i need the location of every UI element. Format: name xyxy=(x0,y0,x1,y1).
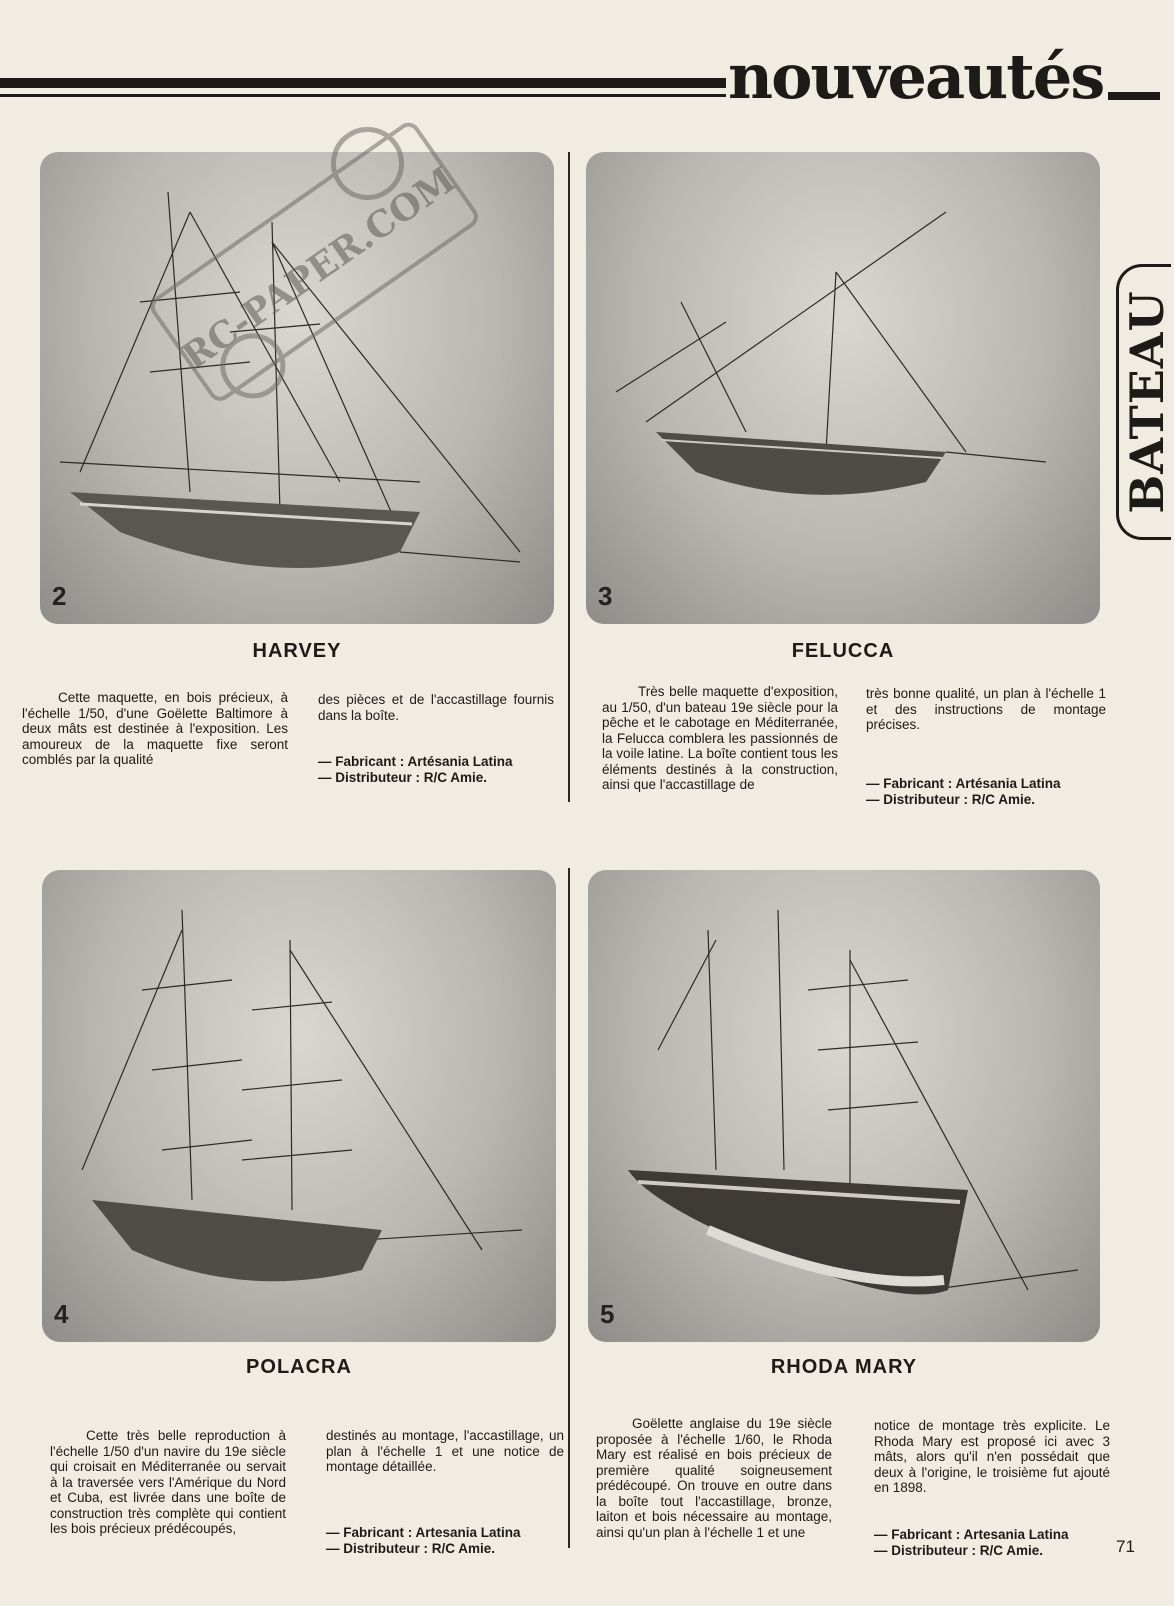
article-text-col2 xyxy=(326,1428,564,1475)
article-paragraph: Cette très belle reproduction à l'échelle 1/50 d'un navire du 19e siècle qui croisait en Méditerranée ou servait à la traversée vers l'Amérique du Nord et Cuba, est livrée dans une boîte de construction très complète qui contient les bois précieux prédécoupés, xyxy=(50,1428,286,1536)
article-text-col1 xyxy=(596,1416,832,1540)
article-credits xyxy=(874,1527,1069,1559)
photo-number: 3 xyxy=(598,581,613,611)
distributor-credit: — Distributeur : R/C Amie. xyxy=(866,792,1036,807)
article-title: HARVEY xyxy=(252,640,342,662)
page-number: 71 xyxy=(1116,1537,1135,1556)
distributor-credit: — Distributeur : R/C Amie. xyxy=(326,1541,496,1556)
manufacturer-credit: — Fabricant : Artésania Latina xyxy=(318,754,513,769)
article-paragraph: très bonne qualité, un plan à l'échelle 1 et des instructions de montage précises. xyxy=(866,686,1106,732)
header-rule xyxy=(0,78,726,88)
distributor-credit: — Distributeur : R/C Amie. xyxy=(874,1543,1044,1558)
ship-photo-felucca xyxy=(586,152,1100,624)
article-credits xyxy=(318,754,513,786)
article-text-col1 xyxy=(602,684,838,793)
article-text-col2 xyxy=(874,1418,1110,1496)
article-paragraph: des pièces et de l'accastillage fournis dans la boîte. xyxy=(318,692,554,723)
article-paragraph: Cette maquette, en bois précieux, à l'échelle 1/50, d'une Goëlette Baltimore à deux mâts est destinée à l'exposition. Les amoureux de la maquette fixe seront comblés par la qualité xyxy=(22,690,288,767)
manufacturer-credit: — Fabricant : Artesania Latina xyxy=(874,1527,1069,1542)
watermark-text: RC-PAPER.COM xyxy=(174,158,464,379)
category-side-tab xyxy=(1116,264,1174,540)
section-title: nouveautés xyxy=(728,40,1104,113)
header-rule-thin xyxy=(0,94,726,97)
ship-illustration xyxy=(42,870,556,1342)
column-divider-bottom xyxy=(568,868,570,1548)
ship-photo-rhoda-mary xyxy=(588,870,1100,1342)
article-paragraph: Goëlette anglaise du 19e siècle proposée à l'échelle 1/60, le Rhoda Mary est réalisé en bois précieux de première qualité soigneusement prédécoupé. On trouve en outre dans la boîte tout l'accastillage, bronze, laiton et bois nécessaire au montage, ainsi qu'un plan à l'échelle 1 et une xyxy=(596,1416,832,1540)
ship-illustration xyxy=(40,152,554,624)
header-rule-right xyxy=(1108,92,1160,100)
article-credits xyxy=(326,1525,521,1557)
article-paragraph: destinés au montage, l'accastillage, un plan à l'échelle 1 et une notice de montage détaillée. xyxy=(326,1428,564,1474)
article-text-col1 xyxy=(50,1428,286,1537)
article-paragraph: notice de montage très explicite. Le Rhoda Mary est proposé ici avec 3 mâts, alors qu'il n'en possédait que deux à l'origine, le troisième fut ajouté en 1898. xyxy=(874,1418,1110,1495)
photo-number: 2 xyxy=(52,581,67,611)
photo-number: 4 xyxy=(54,1299,69,1329)
article-text-col2 xyxy=(318,692,554,723)
article-credits xyxy=(866,776,1061,808)
category-label: BATEAU xyxy=(1120,290,1174,514)
article-title: POLACRA xyxy=(246,1356,352,1378)
manufacturer-credit: — Fabricant : Artésania Latina xyxy=(866,776,1061,791)
article-text-col2 xyxy=(866,686,1106,733)
ship-illustration xyxy=(586,152,1100,624)
manufacturer-credit: — Fabricant : Artesania Latina xyxy=(326,1525,521,1540)
ship-photo-harvey xyxy=(40,152,554,624)
article-paragraph: Très belle maquette d'exposition, au 1/50, d'un bateau 19e siècle pour la pêche et le cabotage en Méditerranée, la Felucca comblera les passionnés de la voile latine. La boîte contient tous les éléments destinés à la construction, ainsi que l'accastillage de xyxy=(602,684,838,792)
article-title: FELUCCA xyxy=(791,640,895,662)
photo-number: 5 xyxy=(600,1299,615,1329)
ship-photo-polacra xyxy=(42,870,556,1342)
article-text-col1 xyxy=(22,690,288,768)
column-divider-top xyxy=(568,152,570,802)
ship-illustration xyxy=(588,870,1100,1342)
distributor-credit: — Distributeur : R/C Amie. xyxy=(318,770,488,785)
article-title: RHODA MARY xyxy=(770,1356,918,1378)
